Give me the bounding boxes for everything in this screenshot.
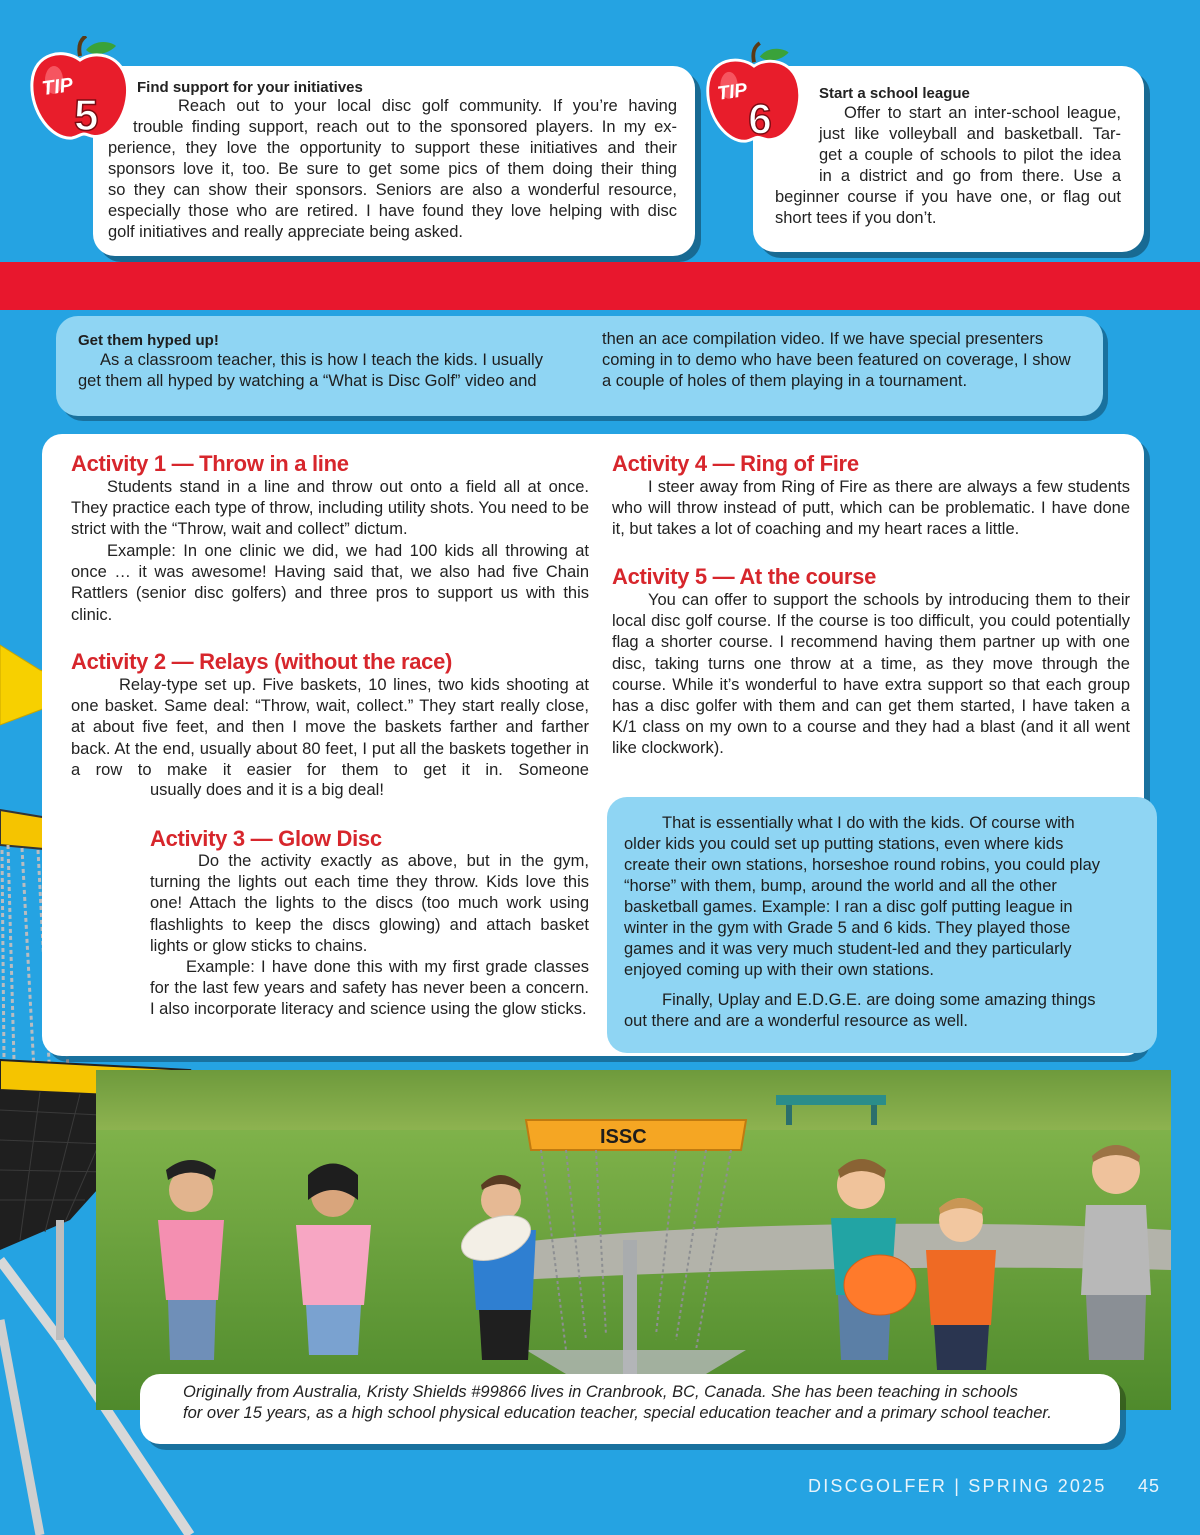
closing-line-9: Finally, Uplay and E.D.G.E. are doing some amazing things	[662, 991, 1096, 1009]
closing-line-1: That is essentially what I do with the kids. Of course with	[662, 814, 1075, 832]
tip5-badge-word: TIP	[40, 74, 75, 101]
tip6-line-5: beginner course if you have one, or flag out	[775, 188, 1121, 206]
tip5-line-2: trouble finding support, reach out to the sponsored players. In my ex-	[133, 118, 677, 136]
closing-line-5: basketball games. Example: I ran a disc golf putting league in	[624, 898, 1073, 916]
tip5-line-1: Reach out to your local disc golf community. If you’re having	[178, 97, 677, 115]
activity-2-p1-end: usually does and it is a big deal!	[150, 781, 384, 799]
activity-2-heading: Activity 2 — Relays (without the race)	[71, 649, 453, 674]
tip6-box	[753, 66, 1144, 252]
hyped-title: Get them hyped up!	[78, 332, 219, 349]
hyped-left-line-1: As a classroom teacher, this is how I teach the kids. I usually	[100, 351, 543, 369]
hyped-left-line-2: get them all hyped by watching a “What is Disc Golf” video and	[78, 372, 537, 390]
page-number: 45	[1138, 1476, 1161, 1496]
tip6-badge-number: 6	[748, 95, 772, 143]
activity-5-p1: You can offer to support the schools by introducing them to their local disc golf course. If the course is too difficult, you could potentially flag a shorter course. I recommend having them partner up with one disc, taking turns one throw at a time, as they move through the course. While it’s wonderful to have extra support so that each group has a disc golfer with them and can get them started, I have taken a K/1 class on my own to a course and they had a blast (and it all went like clockwork).	[612, 591, 1130, 758]
footer-publication: DISCGOLFER | SPRING 2025	[808, 1476, 1107, 1496]
closing-box	[607, 797, 1157, 1053]
closing-line-4: “horse” with them, bump, around the world and all the other	[624, 877, 1057, 895]
caption-line-2: for over 15 years, as a high school physical education teacher, special education teacher and a primary school teacher.	[183, 1404, 1052, 1422]
activity-3-p1: Do the activity exactly as above, but in the gym, turning the lights out each time they throw. Kids love this one! Attach the lights to the discs (too much work using flashlights to keep the discs glowing) and attach basket lights or glow sticks to chains.	[150, 852, 589, 955]
caption-line-1: Originally from Australia, Kristy Shields #99866 lives in Cranbrook, BC, Canada. She has been teaching in schools	[183, 1383, 1018, 1401]
closing-line-6: winter in the gym with Grade 5 and 6 kids. They played those	[624, 919, 1071, 937]
red-divider-band	[0, 262, 1200, 310]
hyped-box	[56, 316, 1103, 416]
tip6-line-1: Offer to start an inter-school league,	[844, 104, 1121, 122]
apple-tip6-icon	[704, 40, 804, 148]
closing-line-8: enjoyed coming up with their own stations.	[624, 961, 935, 979]
activity-4-p1: I steer away from Ring of Fire as there are always a few students who will throw instead of putt, which can be problematic. I have done it, but takes a lot of coaching and my heart races a little.	[612, 478, 1130, 539]
closing-line-2: older kids you could set up putting stations, even where kids	[624, 835, 1064, 853]
closing-line-7: games and it was very much student-led and they particularly	[624, 940, 1072, 958]
tip6-line-6: short tees if you don’t.	[775, 209, 937, 227]
activity-1-heading: Activity 1 — Throw in a line	[71, 451, 349, 476]
photo-illustration	[96, 1070, 1171, 1410]
closing-line-3: create their own stations, horseshoe round robins, you could play	[624, 856, 1101, 874]
tip5-line-6: especially those who are retired. I have found they love helping with disc	[108, 202, 677, 220]
author-caption	[140, 1374, 1120, 1444]
activity-2-p1: Relay-type set up. Five baskets, 10 lines, two kids shooting at one basket. Same deal: “Throw, wait, collect.” They start really close, at about five feet, and then I move the baskets farther and farther back. At the end, usually about 80 feet, I put all the baskets together in a row to make it easier for them to get it in. Someone	[71, 676, 589, 779]
hyped-right-line-2: coming in to demo who have been featured on coverage, I show	[602, 351, 1071, 369]
photo-basket-label: ISSC	[600, 1126, 647, 1148]
tip5-badge-number: 5	[74, 91, 99, 140]
activity-5-heading: Activity 5 — At the course	[612, 564, 877, 589]
tip5-line-7: golf initiatives and really appreciate being asked.	[108, 223, 463, 241]
tip6-badge-word: TIP	[716, 79, 749, 105]
kids-disc-golf-photo	[96, 1070, 1171, 1410]
tip6-line-3: get a couple of schools to pilot the idea	[819, 146, 1121, 164]
tip5-box	[93, 66, 695, 256]
activity-3-p2: Example: I have done this with my first grade classes for the last few years and safety has never been a concern. I also incorporate literacy and science using the glow sticks.	[150, 958, 589, 1019]
activity-4-heading: Activity 4 — Ring of Fire	[612, 451, 859, 476]
tip5-line-4: sponsors love it, too. Be sure to get some pics of them doing their thing	[108, 160, 677, 178]
activity-1-p2: Example: In one clinic we did, we had 100 kids all throwing at once … it was awesome! Having said that, we also had five Chain Rattlers (senior disc golfers) and three pros to support us with this clinic.	[71, 542, 589, 624]
apple-tip5-icon	[28, 36, 132, 142]
tip5-line-5: so they can show their sponsors. Seniors are also a wonderful resource,	[108, 181, 677, 199]
hyped-right-line-3: a couple of holes of them playing in a tournament.	[602, 372, 968, 390]
activity-3-heading: Activity 3 — Glow Disc	[150, 826, 382, 851]
tip6-title: Start a school league	[819, 85, 970, 102]
closing-line-10: out there and are a wonderful resource as well.	[624, 1012, 968, 1030]
activity-1-p1: Students stand in a line and throw out onto a field all at once. They practice each type of throw, including utility shots. You need to be strict with the “Throw, wait and collect” dictum.	[71, 478, 589, 539]
hyped-right-line-1: then an ace compilation video. If we have special presenters	[602, 330, 1044, 348]
tip6-line-2: just like volleyball and basketball. Tar-	[819, 125, 1121, 143]
tip5-title: Find support for your initiatives	[137, 79, 363, 96]
tip6-line-4: in a district and go from there. Use a	[819, 167, 1121, 185]
tip5-line-3: perience, they love the opportunity to support these initiatives and their	[108, 139, 677, 157]
